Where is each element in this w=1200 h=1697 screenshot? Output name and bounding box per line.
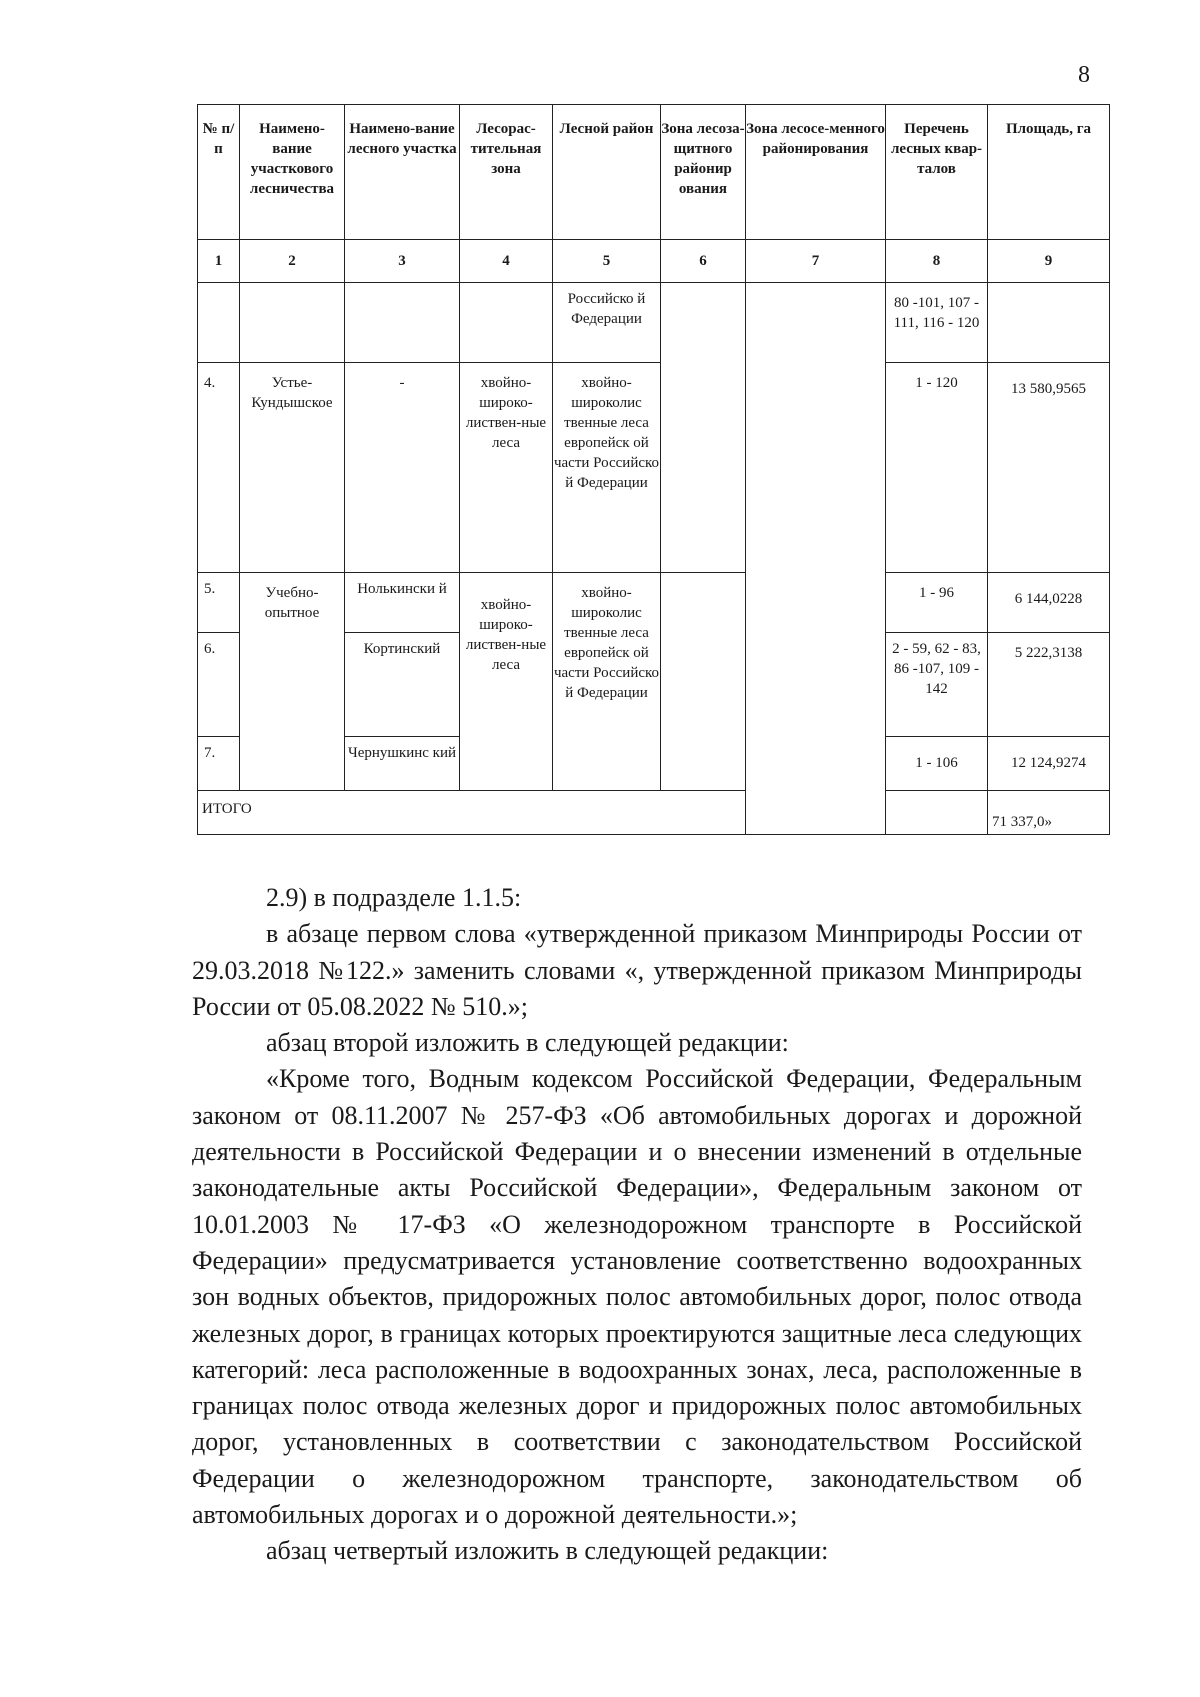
header-row xyxy=(198,105,1110,240)
table-row xyxy=(198,363,1110,573)
zone-cell: хвойно-широко-листвен-ные леса xyxy=(460,573,553,791)
column-number-row xyxy=(198,240,1110,283)
header-cell-quarters: Перечень лесных квар-талов xyxy=(886,105,988,240)
area-cell: 12 124,9274 xyxy=(988,737,1110,791)
forestry-cell: Устье-Кундышское xyxy=(240,363,345,573)
paragraph-fourth-intro: абзац четвертый изложить в следующей редакции: xyxy=(266,1536,829,1566)
header-cell-district: Лесной район xyxy=(553,105,661,240)
row-number: 4. xyxy=(198,363,240,573)
col-number: 5 xyxy=(553,240,661,283)
header-cell-forestry: Наимено-вание участкового лесничества xyxy=(240,105,345,240)
area-cell: 13 580,9565 xyxy=(988,363,1110,573)
page-number: 8 xyxy=(1078,62,1090,88)
col-number: 3 xyxy=(345,240,460,283)
seed-zone-cell xyxy=(746,283,886,835)
row-number: 7. xyxy=(198,737,240,791)
col-number: 2 xyxy=(240,240,345,283)
table-row xyxy=(198,283,1110,363)
quarters-cell: 80 -101, 107 - 111, 116 - 120 xyxy=(886,283,988,363)
total-label: ИТОГО xyxy=(198,791,988,835)
zone-cell: хвойно-широко-листвен-ные леса xyxy=(460,363,553,573)
protection-zone-cell xyxy=(661,283,746,573)
body-text xyxy=(192,880,1082,1570)
plot-cell: Чернушкинс кий xyxy=(345,737,460,791)
forestry-cell: Учебно-опытное xyxy=(240,573,345,791)
col-number: 7 xyxy=(746,240,886,283)
total-row xyxy=(198,791,1110,835)
table-row xyxy=(198,573,1110,633)
district-cell: хвойно-широколис твенные леса европейск ой части Российско й Федерации xyxy=(553,363,661,573)
district-cell: Российско й Федерации xyxy=(553,283,661,363)
plot-cell: Кортинский xyxy=(345,633,460,737)
forest-table xyxy=(197,104,1110,835)
col-number: 4 xyxy=(460,240,553,283)
row-number: 6. xyxy=(198,633,240,737)
col-number: 8 xyxy=(886,240,988,283)
area-cell: 6 144,0228 xyxy=(988,573,1110,633)
header-cell-num: № п/ п xyxy=(198,105,240,240)
paragraph-subsection: 2.9) в подразделе 1.1.5: xyxy=(266,883,522,912)
col-number: 6 xyxy=(661,240,746,283)
quarters-cell: 1 - 120 xyxy=(886,363,988,573)
col-number: 1 xyxy=(198,240,240,283)
quarters-cell: 2 - 59, 62 - 83, 86 -107, 109 - 142 xyxy=(886,633,988,737)
header-cell-plot: Наимено-вание лесного участка xyxy=(345,105,460,240)
total-value: 71 337,0» xyxy=(988,791,1110,835)
paragraph-quote: «Кроме того, Водным кодексом Российской Федерации, Федеральным законом от 08.11.2007 № 257-ФЗ «Об автомобильных дорогах и дорожной деятельности в Российской Федерации и о внесении изменений в отдельные законодательные акты Российской Федерации», Федеральным законом от 10.01.2003 № 17-ФЗ «О железнодорожном транспорте в Российской Федерации» предусматривается установление соответственно водоохранных зон водных объектов, придорожных полос автомобильных дорог, полос отвода железных дорог, в границах которых проектируются защитные леса следующих категорий: леса расположенные в водоохранных зонах, леса, расположенные в границах полос отвода железных дорог и придорожных полос автомобильных дорог, установленных в соответствии с законодательством Российской Федерации о железнодорожном транспорте, законодательством об автомобильных дорогах и о дорожной деятельности.»; xyxy=(192,1064,1082,1530)
header-cell-area: Площадь, га xyxy=(988,105,1110,240)
area-cell: 5 222,3138 xyxy=(988,633,1110,737)
row-number: 5. xyxy=(198,573,240,633)
header-cell-zone: Лесорас-тительная зона xyxy=(460,105,553,240)
plot-cell: - xyxy=(345,363,460,573)
plot-cell: Нолькински й xyxy=(345,573,460,633)
quarters-cell: 1 - 96 xyxy=(886,573,988,633)
col-number: 9 xyxy=(988,240,1110,283)
quarters-cell: 1 - 106 xyxy=(886,737,988,791)
header-cell-seed-zone: Зона лесосе-менного районирования xyxy=(746,105,886,240)
district-cell: хвойно-широколис твенные леса европейск ой части Российско й Федерации xyxy=(553,573,661,791)
header-cell-protection-zone: Зона лесоза-щитного районир ования xyxy=(661,105,746,240)
protection-zone-cell xyxy=(661,573,746,791)
paragraph-first-amendment: в абзаце первом слова «утвержденной приказом Минприроды России от 29.03.2018 №122.» заменить словами «, утвержденной приказом Минприроды России от 05.08.2022 № 510.»; xyxy=(192,919,1082,1021)
paragraph-second-intro: абзац второй изложить в следующей редакции: xyxy=(266,1028,789,1058)
